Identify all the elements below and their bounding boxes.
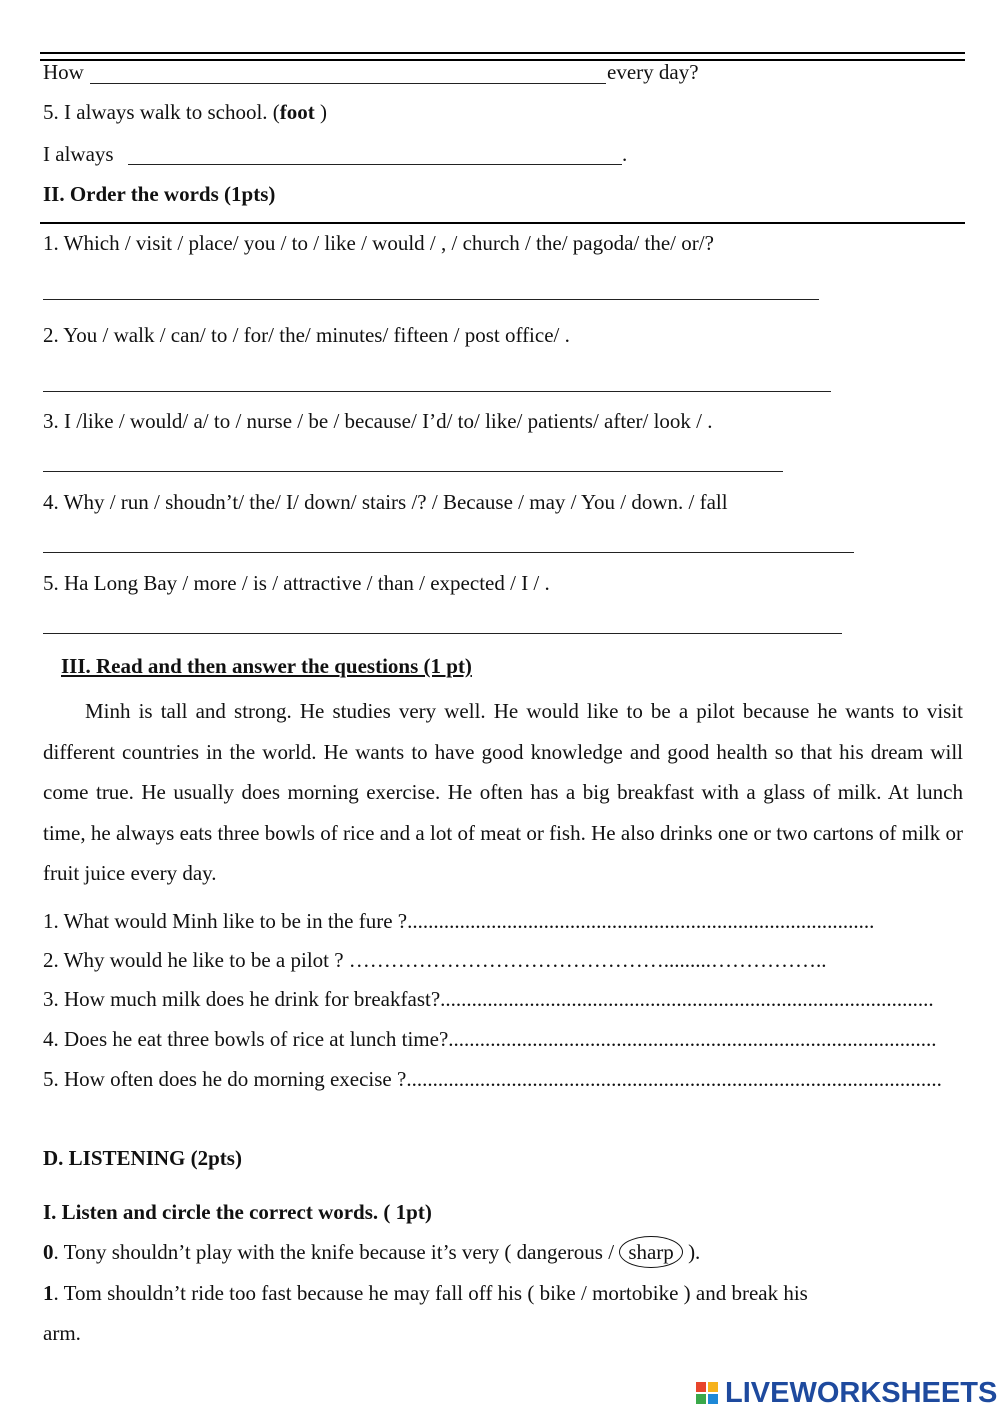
- order-item-2: 2. You / walk / can/ to / for/ the/ minutes/ fifteen / post office/ .: [43, 323, 570, 347]
- order-answer-blank-3[interactable]: [43, 471, 783, 472]
- how-line-suffix: every day?: [607, 60, 699, 84]
- reading-question-4[interactable]: 4. Does he eat three bowls of rice at lunch time?.............................................................................................: [43, 1027, 937, 1051]
- reading-question-5[interactable]: 5. How often does he do morning execise ?......................................................................................................: [43, 1067, 942, 1091]
- q5-answer-end: .: [622, 142, 628, 166]
- order-answer-blank-5[interactable]: [43, 633, 842, 634]
- item-1-number: 1: [43, 1281, 54, 1305]
- order-item-4: 4. Why / run / shoudn’t/ the/ I/ down/ stairs /? / Because / may / You / down. / fall: [43, 490, 728, 514]
- liveworksheets-logo-icon: [696, 1381, 722, 1405]
- example-0-number: 0: [43, 1240, 54, 1264]
- order-answer-blank-1[interactable]: [43, 299, 819, 300]
- q5-text: 5. I always walk to school. (: [43, 100, 280, 124]
- q5-hint: foot: [279, 100, 315, 124]
- order-words-heading: II. Order the words (1pts): [43, 182, 276, 206]
- q5-answer-prefix: I always: [43, 142, 114, 166]
- listening-heading: D. LISTENING (2pts): [43, 1146, 242, 1170]
- order-item-5: 5. Ha Long Bay / more / is / attractive / than / expected / I / .: [43, 571, 550, 595]
- item-1-text[interactable]: . Tom shouldn’t ride too fast because he may fall off his ( bike / mortobike ) and break his: [53, 1281, 808, 1305]
- reading-heading: III. Read and then answer the questions (1 pt): [61, 654, 472, 678]
- q5-end: ): [314, 100, 328, 124]
- listening-sub-heading: I. Listen and circle the correct words. ( 1pt): [43, 1200, 432, 1224]
- reading-question-2[interactable]: 2. Why would he like to be a pilot ? ……………………………………….........……………..: [43, 948, 827, 972]
- circled-answer-sharp[interactable]: sharp: [619, 1236, 683, 1268]
- top-double-rule: [40, 52, 965, 61]
- order-answer-blank-2[interactable]: [43, 391, 831, 392]
- q5-answer-blank: [128, 164, 622, 165]
- reading-question-3[interactable]: 3. How much milk does he drink for breakfast?..............................................................................................: [43, 987, 934, 1011]
- listening-item-1-line-1: [43, 1280, 808, 1306]
- listening-example-0: [43, 1239, 700, 1265]
- liveworksheets-logo: [696, 1378, 997, 1408]
- reading-question-1[interactable]: 1. What would Minh like to be in the fure ?.........................................................................................: [43, 909, 875, 933]
- order-answer-blank-4[interactable]: [43, 552, 854, 553]
- header-question-5: [43, 99, 327, 125]
- how-line-prefix: How: [43, 60, 84, 84]
- section-rule: [40, 222, 965, 224]
- listening-item-1-line-2: arm.: [43, 1321, 81, 1345]
- order-item-1: 1. Which / visit / place/ you / to / like / would / , / church / the/ pagoda/ the/ or/?: [43, 231, 714, 255]
- example-0-text: . Tony shouldn’t play with the knife because it’s very ( dangerous /: [53, 1240, 620, 1264]
- order-item-3: 3. I /like / would/ a/ to / nurse / be / because/ I’d/ to/ like/ patients/ after/ look / .: [43, 409, 713, 433]
- how-answer-blank: [90, 83, 606, 84]
- liveworksheets-logo-text: LIVEWORKSHEETS: [725, 1376, 998, 1409]
- reading-passage: Minh is tall and strong. He studies very well. He would like to be a pilot because he wants to visit different countries in the world. He wants to have good knowledge and good health so that his dream will come true. He usually does morning exercise. He often has a big breakfast with a glass of milk. At lunch time, he always eats three bowls of rice and a lot of meat or fish. He also drinks one or two cartons of milk or fruit juice every day.: [43, 699, 963, 885]
- example-0-end: ).: [682, 1240, 701, 1264]
